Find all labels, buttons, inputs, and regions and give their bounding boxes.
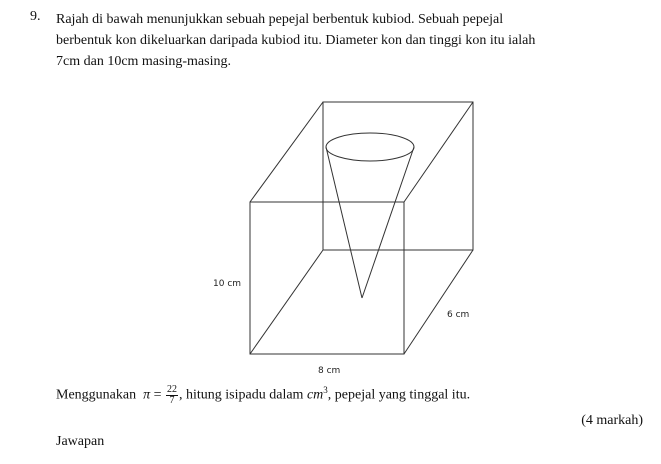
label-depth: 6 cm: [447, 310, 470, 320]
question-line-3: 7cm dan 10cm masing-masing.: [56, 54, 231, 69]
cuboid-edge-top-right: [404, 102, 473, 202]
cone-top-ellipse: [326, 133, 414, 161]
question-line-2: berbentuk kon dikeluarkan daripada kubiod itu. Diameter kon dan tinggi kon itu ialah: [56, 33, 536, 48]
instruction-middle: , hitung isipadu dalam: [179, 387, 304, 403]
pi-symbol: π: [143, 387, 151, 403]
cuboid-edge-bottom-right: [404, 250, 473, 354]
question-number: 9.: [30, 9, 41, 24]
pi-fraction: [166, 385, 178, 406]
answer-label: Jawapan: [56, 434, 105, 449]
label-height: 10 cm: [213, 279, 242, 289]
instruction-suffix: , pepejal yang tinggal itu.: [327, 387, 471, 403]
unit: cm: [306, 387, 324, 403]
marks-label: (4 markah): [581, 413, 643, 428]
cone-right-side: [362, 147, 414, 298]
question-line-1: Rajah di bawah menunjukkan sebuah pepejal berbentuk kubiod. Sebuah pepejal: [56, 12, 504, 27]
cone-left-side: [326, 147, 362, 298]
equals-sign: =: [153, 387, 162, 403]
cuboid-front-face: [250, 202, 404, 354]
pi-numerator: 22: [167, 384, 178, 395]
instruction-text: [56, 385, 470, 406]
unit-exponent: 3: [323, 385, 328, 396]
instruction-prefix: Menggunakan: [56, 387, 137, 403]
cuboid-edge-bottom-left: [250, 250, 323, 354]
cuboid-edge-top-left: [250, 102, 323, 202]
label-width: 8 cm: [318, 366, 341, 376]
pi-denominator: 7: [169, 395, 175, 406]
